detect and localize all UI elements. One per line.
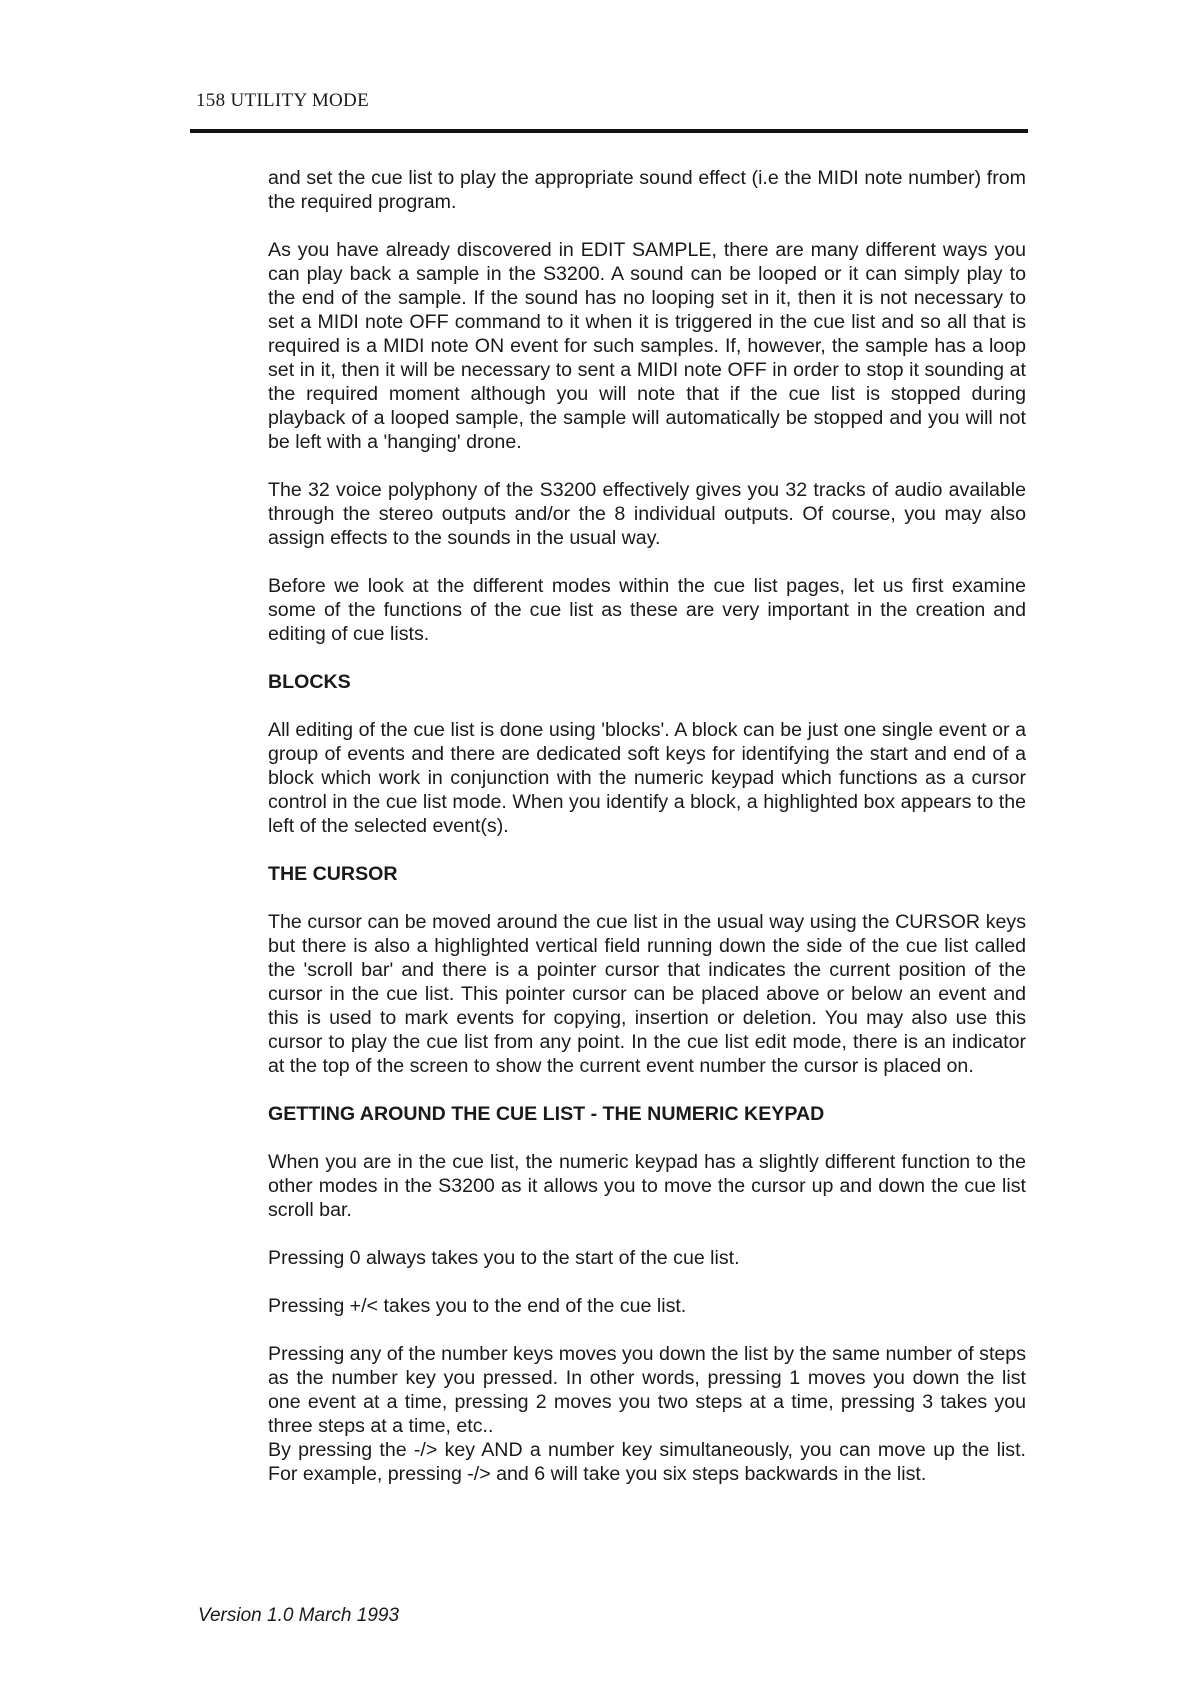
heading-blocks: BLOCKS: [268, 671, 351, 693]
page-number: 158: [196, 90, 226, 111]
heading-cursor: THE CURSOR: [268, 863, 398, 885]
paragraph-keypad-intro: When you are in the cue list, the numeric keypad has a slightly different function to the other modes in the S3200 as it allows you to move the cursor up and down the cue list scroll bar.: [268, 1151, 1026, 1221]
page-body: [268, 166, 1026, 1510]
paragraph-cursor: The cursor can be moved around the cue list in the usual way using the CURSOR keys but there is also a highlighted vertical field running down the side of the cue list called the 'scroll bar' and there is a pointer cursor that indicates the current position of the cursor in the cue list. This pointer cursor can be placed above or below an event and this is used to mark events for copying, insertion or deletion. You may also use this cursor to play the cue list from any point. In the cue list edit mode, there is an indicator at the top of the screen to show the current event number the cursor is placed on.: [268, 911, 1026, 1077]
paragraph-polyphony: The 32 voice polyphony of the S3200 effectively gives you 32 tracks of audio available through the stereo outputs and/or the 8 individual outputs. Of course, you may also assign effects to the sounds in the usual way.: [268, 479, 1026, 549]
header-divider: [190, 129, 1028, 133]
page-header: [196, 90, 369, 112]
section-title: UTILITY MODE: [230, 90, 369, 111]
paragraph-number-keys: Pressing any of the number keys moves you down the list by the same number of steps as the number key you pressed. In other words, pressing 1 moves you down the list one event at a time, pressing 2 moves you two steps at a time, pressing 3 takes you three steps at a time, etc..: [268, 1343, 1027, 1437]
paragraph-continuation: and set the cue list to play the appropriate sound effect (i.e the MIDI note number) from the required program.: [268, 167, 1026, 213]
paragraph-move-up: By pressing the -/> key AND a number key simultaneously, you can move up the list. For example, pressing -/> and 6 will take you six steps backwards in the list.: [268, 1439, 1026, 1485]
paragraph-functions-intro: Before we look at the different modes within the cue list pages, let us first examine some of the functions of the cue list as these are very important in the creation and editing of cue lists.: [268, 575, 1026, 645]
paragraph-pressing-plus: Pressing +/< takes you to the end of the cue list.: [268, 1295, 687, 1317]
paragraph-playback-ways: As you have already discovered in EDIT SAMPLE, there are many different ways you can play back a sample in the S3200. A sound can be looped or it can simply play to the end of the sample. If the sound has no looping set in it, then it is not necessary to set a MIDI note OFF command to it when it is triggered in the cue list and so all that is required is a MIDI note ON event for such samples. If, however, the sample has a loop set in it, then it will be necessary to sent a MIDI note OFF in order to stop it sounding at the required moment although you will note that if the cue list is stopped during playback of a looped sample, the sample will automatically be stopped and you will not be left with a 'hanging' drone.: [268, 239, 1026, 453]
paragraph-blocks: All editing of the cue list is done using 'blocks'. A block can be just one single event or a group of events and there are dedicated soft keys for identifying the start and end of a block which work in conjunction with the numeric keypad which functions as a cursor control in the cue list mode. When you identify a block, a highlighted box appears to the left of the selected event(s).: [268, 719, 1026, 837]
paragraph-pressing-zero: Pressing 0 always takes you to the start of the cue list.: [268, 1247, 740, 1269]
footer-version: Version 1.0 March 1993: [198, 1605, 400, 1626]
heading-numeric-keypad: GETTING AROUND THE CUE LIST - THE NUMERIC KEYPAD: [268, 1103, 825, 1125]
